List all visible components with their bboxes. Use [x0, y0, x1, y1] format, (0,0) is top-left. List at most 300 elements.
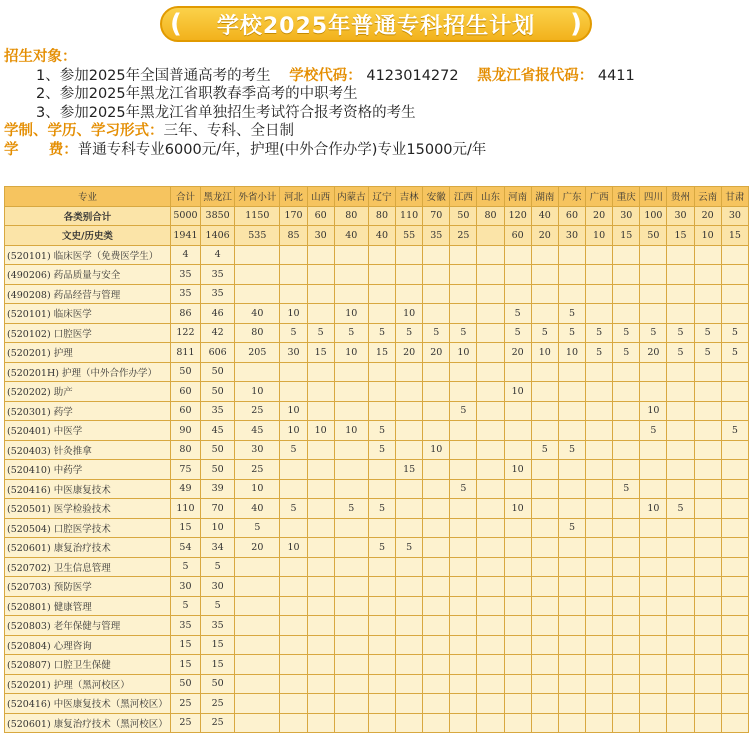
quota-cell	[531, 616, 558, 636]
quota-cell	[667, 382, 694, 402]
quota-cell	[307, 382, 334, 402]
summary-row	[5, 226, 749, 246]
summary-cell: 35	[423, 226, 450, 246]
table-row	[5, 635, 749, 655]
quota-cell	[307, 538, 334, 558]
quota-cell: 30	[170, 577, 200, 597]
quota-cell	[531, 479, 558, 499]
summary-cell: 80	[477, 206, 504, 226]
quota-cell	[586, 265, 613, 285]
quota-cell	[586, 655, 613, 675]
quota-cell	[694, 655, 721, 675]
quota-cell: 5	[450, 323, 477, 343]
summary-cell	[477, 226, 504, 246]
quota-cell	[280, 635, 307, 655]
quota-cell	[334, 596, 368, 616]
quota-cell	[694, 577, 721, 597]
quota-cell	[334, 577, 368, 597]
quota-cell: 5	[280, 323, 307, 343]
quota-cell	[307, 616, 334, 636]
quota-cell	[721, 635, 748, 655]
page-title: 学校2025年普通专科招生计划	[216, 13, 536, 39]
quota-cell: 35	[170, 284, 200, 304]
summary-cell: 40	[531, 206, 558, 226]
quota-cell	[368, 713, 395, 733]
major-name: (490208) 药品经营与管理	[5, 284, 171, 304]
quota-cell	[504, 674, 531, 694]
table-row	[5, 596, 749, 616]
quota-cell	[504, 655, 531, 675]
quota-cell	[450, 655, 477, 675]
quota-cell	[640, 713, 667, 733]
quota-cell: 5	[450, 479, 477, 499]
quota-cell	[334, 694, 368, 714]
quota-cell	[558, 265, 585, 285]
quota-cell: 5	[368, 440, 395, 460]
quota-cell	[531, 401, 558, 421]
quota-cell	[280, 460, 307, 480]
quota-cell	[531, 304, 558, 324]
quota-cell	[586, 538, 613, 558]
quota-cell	[450, 538, 477, 558]
quota-cell	[667, 362, 694, 382]
quota-cell	[334, 245, 368, 265]
quota-cell	[423, 304, 450, 324]
quota-cell	[586, 616, 613, 636]
quota-cell	[531, 674, 558, 694]
quota-cell	[613, 401, 640, 421]
quota-cell	[558, 538, 585, 558]
quota-cell: 5	[396, 538, 423, 558]
quota-cell	[613, 577, 640, 597]
quota-cell	[586, 382, 613, 402]
quota-cell	[477, 655, 504, 675]
quota-cell	[477, 499, 504, 519]
quota-cell: 5	[334, 499, 368, 519]
left-paren: (	[170, 9, 182, 39]
quota-cell	[280, 557, 307, 577]
quota-cell	[586, 284, 613, 304]
quota-cell	[396, 284, 423, 304]
quota-cell	[694, 362, 721, 382]
quota-cell	[721, 499, 748, 519]
quota-cell	[504, 538, 531, 558]
table-row	[5, 616, 749, 636]
summary-cell: 40	[368, 226, 395, 246]
school-code: 4123014272	[366, 67, 459, 84]
quota-cell: 5	[694, 343, 721, 363]
major-name: (520807) 口腔卫生保健	[5, 655, 171, 675]
quota-cell: 15	[201, 635, 235, 655]
quota-cell: 10	[423, 440, 450, 460]
quota-cell: 5	[721, 323, 748, 343]
quota-cell: 5	[280, 499, 307, 519]
summary-cell: 55	[396, 226, 423, 246]
target-item-2-text: 2、参加2025年黑龙江省职教春季高考的中职考生	[36, 86, 358, 103]
summary-cell: 15	[667, 226, 694, 246]
quota-cell	[396, 499, 423, 519]
summary-cell: 20	[586, 206, 613, 226]
quota-cell	[586, 577, 613, 597]
summary-cell: 20	[531, 226, 558, 246]
quota-cell	[235, 284, 280, 304]
summary-cell: 1406	[201, 226, 235, 246]
column-header: 广西	[586, 187, 613, 207]
column-header: 湖南	[531, 187, 558, 207]
table-row	[5, 655, 749, 675]
quota-cell	[450, 499, 477, 519]
quota-cell	[504, 401, 531, 421]
column-header: 河南	[504, 187, 531, 207]
quota-cell	[613, 499, 640, 519]
quota-cell	[613, 635, 640, 655]
system-line	[4, 122, 754, 141]
fee-line	[4, 141, 754, 160]
table-row	[5, 421, 749, 441]
quota-cell	[235, 596, 280, 616]
province-code: 4411	[597, 67, 635, 84]
enrollment-info	[4, 48, 754, 160]
quota-cell	[721, 401, 748, 421]
quota-cell	[334, 635, 368, 655]
quota-cell	[307, 499, 334, 519]
quota-cell: 15	[170, 655, 200, 675]
quota-cell	[558, 499, 585, 519]
column-header: 四川	[640, 187, 667, 207]
quota-cell: 25	[201, 694, 235, 714]
quota-cell	[613, 421, 640, 441]
major-name: (520702) 卫生信息管理	[5, 557, 171, 577]
quota-cell	[396, 616, 423, 636]
quota-cell: 25	[235, 460, 280, 480]
quota-cell	[640, 616, 667, 636]
quota-cell	[640, 479, 667, 499]
quota-cell	[368, 304, 395, 324]
quota-cell: 35	[201, 401, 235, 421]
quota-cell	[450, 421, 477, 441]
quota-cell	[396, 674, 423, 694]
quota-cell: 811	[170, 343, 200, 363]
quota-cell	[307, 635, 334, 655]
quota-cell: 75	[170, 460, 200, 480]
quota-cell	[586, 421, 613, 441]
quota-cell	[396, 479, 423, 499]
quota-cell	[586, 694, 613, 714]
quota-cell	[640, 304, 667, 324]
quota-cell	[694, 460, 721, 480]
quota-cell: 5	[307, 323, 334, 343]
quota-cell	[558, 479, 585, 499]
quota-cell	[531, 577, 558, 597]
summary-cell: 170	[280, 206, 307, 226]
quota-cell: 10	[640, 499, 667, 519]
quota-cell: 30	[201, 577, 235, 597]
quota-cell	[477, 421, 504, 441]
quota-cell: 10	[640, 401, 667, 421]
quota-cell	[504, 635, 531, 655]
summary-cell: 30	[721, 206, 748, 226]
quota-cell	[450, 304, 477, 324]
quota-cell	[235, 713, 280, 733]
quota-cell	[640, 538, 667, 558]
quota-cell	[667, 401, 694, 421]
summary-cell: 50	[640, 226, 667, 246]
quota-cell	[613, 440, 640, 460]
quota-cell	[558, 674, 585, 694]
quota-cell	[586, 362, 613, 382]
column-header: 江西	[450, 187, 477, 207]
summary-cell: 85	[280, 226, 307, 246]
quota-cell: 5	[504, 304, 531, 324]
quota-cell	[586, 713, 613, 733]
quota-cell	[423, 460, 450, 480]
quota-cell	[694, 713, 721, 733]
quota-cell	[450, 518, 477, 538]
table-row	[5, 518, 749, 538]
quota-cell: 5	[558, 323, 585, 343]
quota-cell	[640, 674, 667, 694]
column-header: 山西	[307, 187, 334, 207]
quota-cell	[368, 655, 395, 675]
major-name: (520202) 助产	[5, 382, 171, 402]
quota-cell	[334, 655, 368, 675]
quota-cell: 5	[613, 323, 640, 343]
quota-cell	[307, 518, 334, 538]
quota-cell	[586, 460, 613, 480]
quota-cell: 10	[504, 499, 531, 519]
quota-cell	[368, 518, 395, 538]
quota-cell: 5	[694, 323, 721, 343]
quota-cell	[586, 401, 613, 421]
quota-cell: 5	[613, 343, 640, 363]
quota-cell	[531, 245, 558, 265]
quota-cell	[450, 460, 477, 480]
quota-cell: 70	[201, 499, 235, 519]
quota-cell	[423, 577, 450, 597]
quota-cell	[423, 245, 450, 265]
quota-cell	[640, 577, 667, 597]
quota-cell	[280, 382, 307, 402]
major-name: (520803) 老年保健与管理	[5, 616, 171, 636]
quota-cell: 15	[170, 518, 200, 538]
quota-cell	[450, 674, 477, 694]
quota-cell	[667, 245, 694, 265]
quota-cell	[613, 674, 640, 694]
quota-cell: 80	[170, 440, 200, 460]
column-header: 内蒙古	[334, 187, 368, 207]
quota-cell	[450, 265, 477, 285]
summary-cell: 15	[721, 226, 748, 246]
quota-cell	[640, 362, 667, 382]
quota-cell	[368, 694, 395, 714]
major-name: (520504) 口腔医学技术	[5, 518, 171, 538]
table-row	[5, 304, 749, 324]
quota-cell: 34	[201, 538, 235, 558]
quota-cell	[558, 655, 585, 675]
quota-cell: 5	[531, 323, 558, 343]
major-name: (490206) 药品质量与安全	[5, 265, 171, 285]
quota-cell	[558, 284, 585, 304]
quota-cell: 10	[504, 382, 531, 402]
quota-cell	[694, 401, 721, 421]
quota-cell	[667, 440, 694, 460]
quota-cell	[613, 284, 640, 304]
quota-cell: 25	[201, 713, 235, 733]
quota-cell	[721, 245, 748, 265]
quota-cell: 10	[280, 421, 307, 441]
quota-cell	[477, 245, 504, 265]
quota-cell: 5	[558, 518, 585, 538]
major-name: (520703) 预防医学	[5, 577, 171, 597]
quota-cell	[477, 538, 504, 558]
quota-cell	[694, 596, 721, 616]
quota-cell	[667, 596, 694, 616]
quota-cell	[334, 460, 368, 480]
quota-cell	[531, 284, 558, 304]
quota-cell	[586, 635, 613, 655]
quota-cell	[368, 362, 395, 382]
table-row	[5, 694, 749, 714]
quota-cell	[694, 557, 721, 577]
quota-cell	[613, 382, 640, 402]
quota-cell: 5	[423, 323, 450, 343]
summary-cell: 3850	[201, 206, 235, 226]
quota-cell	[368, 382, 395, 402]
quota-cell	[334, 713, 368, 733]
summary-cell: 60	[307, 206, 334, 226]
target-heading-line	[4, 48, 754, 67]
quota-cell: 15	[307, 343, 334, 363]
quota-cell	[504, 616, 531, 636]
quota-cell	[396, 401, 423, 421]
quota-cell	[667, 284, 694, 304]
summary-cell: 30	[613, 206, 640, 226]
table-row	[5, 460, 749, 480]
quota-cell: 5	[721, 421, 748, 441]
quota-cell	[477, 479, 504, 499]
quota-cell	[477, 362, 504, 382]
quota-cell	[235, 694, 280, 714]
quota-cell	[640, 284, 667, 304]
table-row	[5, 577, 749, 597]
quota-cell	[667, 616, 694, 636]
table-row	[5, 382, 749, 402]
quota-cell	[504, 245, 531, 265]
quota-cell: 20	[640, 343, 667, 363]
quota-cell: 45	[201, 421, 235, 441]
quota-cell	[280, 596, 307, 616]
quota-cell	[613, 713, 640, 733]
quota-cell	[396, 596, 423, 616]
quota-cell: 20	[423, 343, 450, 363]
quota-cell	[368, 479, 395, 499]
summary-cell: 535	[235, 226, 280, 246]
quota-cell	[334, 401, 368, 421]
summary-label: 文史/历史类	[5, 226, 171, 246]
quota-cell	[694, 304, 721, 324]
quota-cell	[396, 577, 423, 597]
quota-cell	[334, 557, 368, 577]
quota-cell	[613, 616, 640, 636]
quota-cell: 5	[667, 499, 694, 519]
school-code-label: 学校代码：	[289, 67, 362, 84]
quota-cell	[504, 518, 531, 538]
major-name: (520201) 护理	[5, 343, 171, 363]
quota-cell: 5	[613, 479, 640, 499]
quota-cell	[667, 577, 694, 597]
quota-cell	[423, 401, 450, 421]
quota-cell	[531, 499, 558, 519]
quota-cell	[477, 304, 504, 324]
quota-cell: 4	[201, 245, 235, 265]
quota-cell	[477, 674, 504, 694]
quota-cell	[368, 635, 395, 655]
quota-cell	[477, 401, 504, 421]
quota-cell	[640, 245, 667, 265]
quota-cell	[368, 674, 395, 694]
summary-cell: 10	[586, 226, 613, 246]
quota-cell	[307, 440, 334, 460]
quota-cell	[450, 440, 477, 460]
quota-cell	[423, 538, 450, 558]
quota-cell	[280, 577, 307, 597]
quota-cell	[558, 382, 585, 402]
quota-cell	[334, 284, 368, 304]
quota-cell	[640, 460, 667, 480]
quota-cell	[613, 265, 640, 285]
quota-cell	[280, 616, 307, 636]
quota-cell	[558, 713, 585, 733]
table-row	[5, 284, 749, 304]
quota-cell	[423, 596, 450, 616]
quota-cell	[477, 577, 504, 597]
column-header: 广东	[558, 187, 585, 207]
summary-cell: 25	[450, 226, 477, 246]
quota-cell: 606	[201, 343, 235, 363]
quota-cell	[694, 284, 721, 304]
target-item-3	[4, 104, 754, 123]
quota-cell	[613, 655, 640, 675]
summary-cell: 110	[396, 206, 423, 226]
major-name: (520501) 医学检验技术	[5, 499, 171, 519]
quota-cell	[558, 635, 585, 655]
quota-cell: 25	[170, 713, 200, 733]
quota-cell	[558, 245, 585, 265]
quota-cell	[504, 284, 531, 304]
summary-cell: 30	[667, 206, 694, 226]
quota-cell: 5	[368, 323, 395, 343]
quota-cell	[307, 694, 334, 714]
quota-cell: 5	[586, 343, 613, 363]
column-header: 河北	[280, 187, 307, 207]
target-heading: 招生对象：	[4, 49, 77, 65]
quota-cell	[721, 655, 748, 675]
quota-cell	[694, 245, 721, 265]
quota-cell	[423, 499, 450, 519]
quota-cell	[667, 518, 694, 538]
table-row	[5, 674, 749, 694]
table-row	[5, 245, 749, 265]
quota-cell	[721, 284, 748, 304]
quota-cell	[334, 265, 368, 285]
quota-cell: 110	[170, 499, 200, 519]
quota-cell: 15	[396, 460, 423, 480]
quota-cell	[531, 265, 558, 285]
quota-cell	[694, 265, 721, 285]
quota-cell	[504, 479, 531, 499]
quota-cell	[280, 655, 307, 675]
column-header: 外省小计	[235, 187, 280, 207]
